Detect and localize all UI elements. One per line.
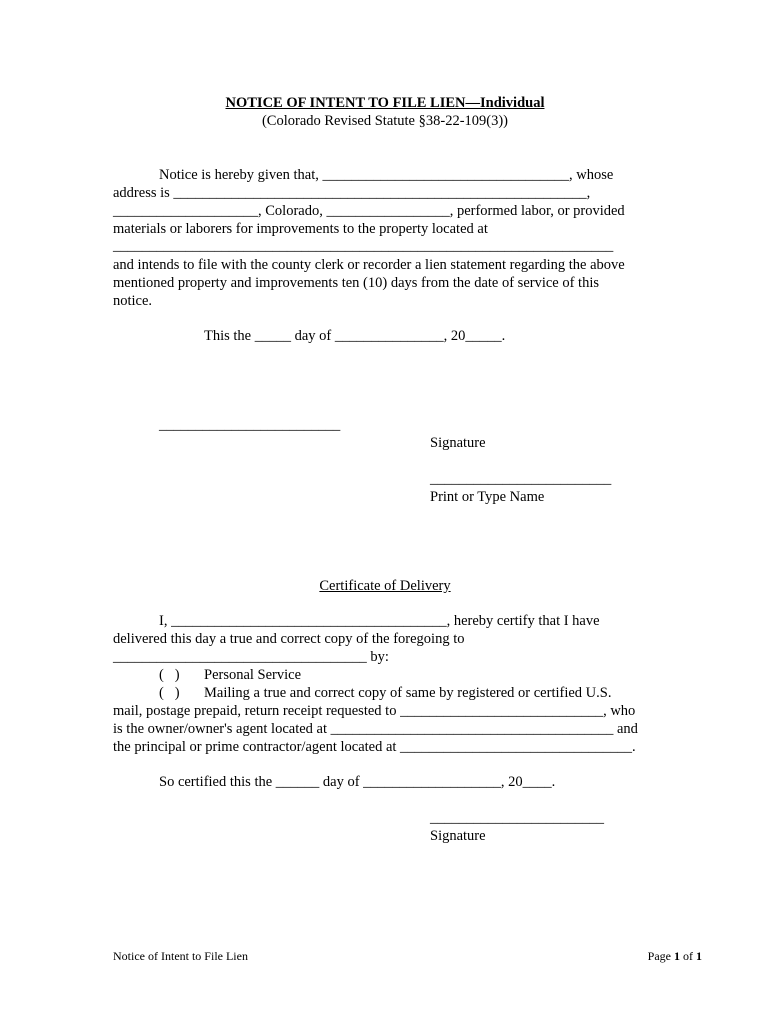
print-name-label: Print or Type Name — [430, 489, 545, 505]
certificate-line-1: I, ______________________________________, hereby certify that I have — [159, 613, 600, 629]
notice-line-8: notice. — [113, 293, 153, 309]
personal-service-label: Personal Service — [204, 667, 302, 683]
page-current: 1 — [674, 949, 680, 963]
certificate-signature-label: Signature — [430, 828, 486, 844]
page-number — [648, 949, 702, 963]
document-subtitle: (Colorado Revised Statute §38-22-109(3)) — [261, 113, 509, 129]
document-title: NOTICE OF INTENT TO FILE LIEN—Individual — [225, 95, 545, 111]
notice-line-6: and intends to file with the county clerk or recorder a lien statement regarding the above — [113, 257, 625, 273]
mailing-label: Mailing a true and correct copy of same by registered or certified U.S. — [204, 685, 612, 701]
footer-title: Notice of Intent to File Lien — [113, 949, 248, 963]
certificate-line-6: mail, postage prepaid, return receipt requested to ____________________________, who — [113, 703, 636, 719]
certificate-date-line: So certified this the ______ day of ___________________, 20____. — [159, 774, 556, 790]
signature-label: Signature — [430, 435, 486, 451]
notice-line-3: ____________________, Colorado, _________________, performed labor, or provided — [113, 203, 625, 219]
notice-line-1: Notice is hereby given that, __________________________________, whose — [159, 167, 614, 183]
certificate-line-7: is the owner/owner's agent located at _______________________________________ and — [113, 721, 638, 737]
notice-line-5: _____________________________________________________________________ — [113, 238, 614, 254]
certificate-line-2: delivered this day a true and correct copy of the foregoing to — [113, 631, 465, 647]
notice-line-4: materials or laborers for improvements to the property located at — [113, 221, 488, 237]
page-prefix: Page — [647, 949, 674, 963]
notice-line-2: address is _________________________________________________________, — [113, 185, 591, 201]
certificate-line-3: ___________________________________ by: — [113, 649, 389, 665]
certificate-line-8: the principal or prime contractor/agent located at ________________________________. — [113, 739, 636, 755]
page-of: of — [680, 949, 696, 963]
signature-left-line: _________________________ — [159, 417, 341, 433]
page-total: 1 — [696, 949, 702, 963]
notice-date-line: This the _____ day of _______________, 20_____. — [204, 328, 506, 344]
print-name-line: _________________________ — [430, 471, 612, 487]
mailing-checkbox[interactable]: ( ) — [159, 685, 180, 701]
certificate-heading: Certificate of Delivery — [319, 578, 451, 594]
personal-service-checkbox[interactable]: ( ) — [159, 667, 180, 683]
certificate-signature-line: ________________________ — [430, 810, 604, 826]
notice-line-7: mentioned property and improvements ten (10) days from the date of service of this — [113, 275, 600, 291]
